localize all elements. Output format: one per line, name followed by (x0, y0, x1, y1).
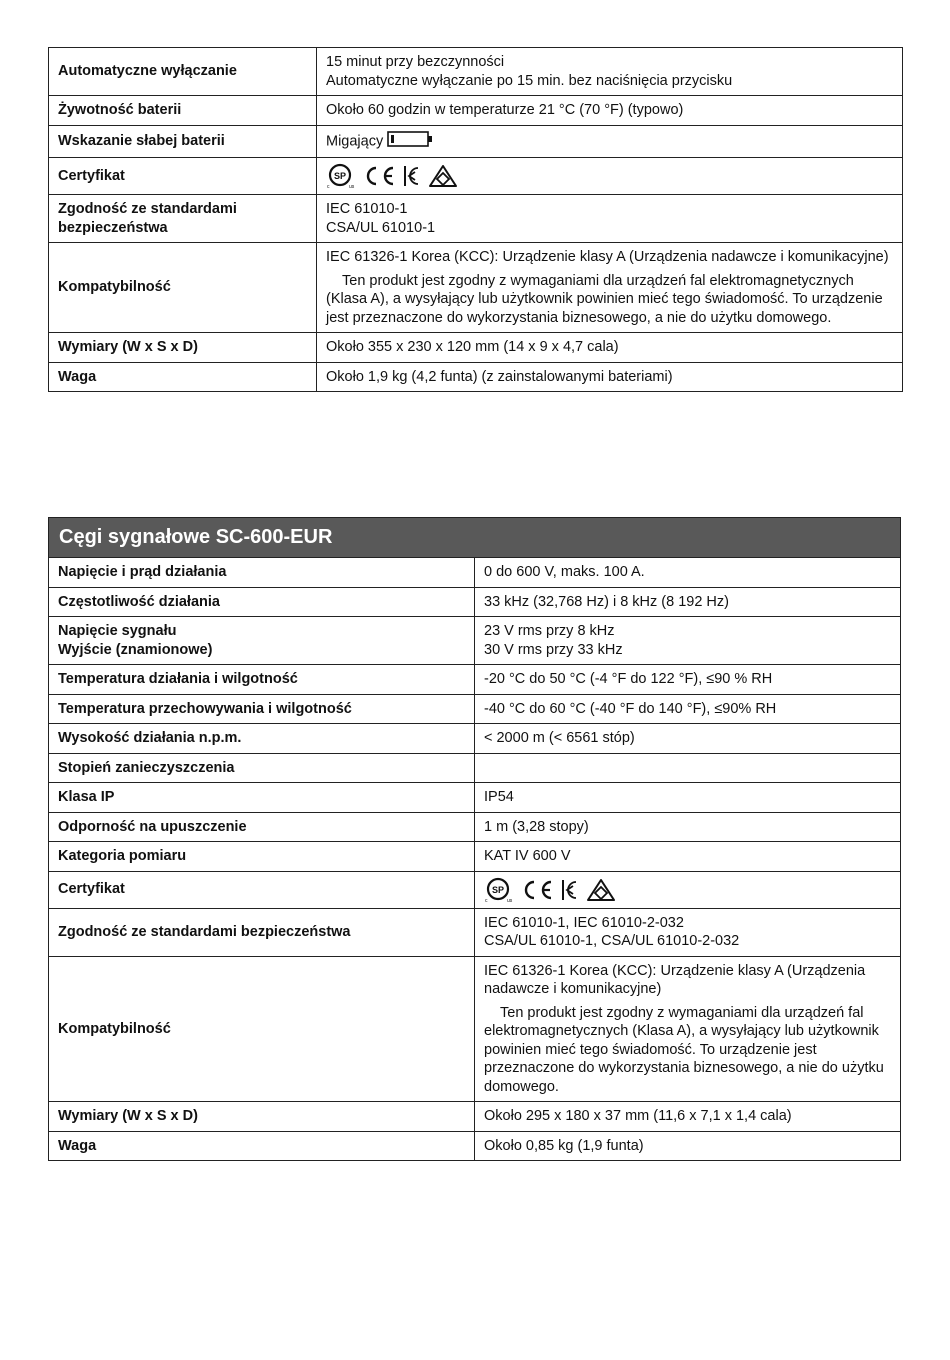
table-row (49, 871, 901, 908)
spec-value (317, 243, 903, 333)
table-row (49, 724, 901, 754)
kc-mark-icon (560, 878, 580, 902)
spec-value-line: IEC 61010-1, IEC 61010-2-032 (484, 914, 684, 931)
spec-label-text: Żywotność baterii (58, 102, 182, 118)
spec-value-line: -40 °C do 60 °C (-40 °F do 140 °F), ≤90% RH (484, 700, 777, 717)
spec-value (475, 956, 901, 1102)
table-row (49, 195, 903, 243)
spec-value (317, 362, 903, 392)
spec-value-line: CSA/UL 61010-1 (326, 219, 436, 236)
spec-value-line: Około 1,9 kg (4,2 funta) (z zainstalowanymi bateriami) (326, 368, 673, 385)
svg-text:SP: SP (491, 884, 505, 895)
spec-value-line: IEC 61326-1 Korea (KCC): Urządzenie klasy A (Urządzenia nadawcze i komunikacyjne) (484, 962, 866, 997)
spec-label (49, 48, 317, 96)
table-row (49, 956, 901, 1102)
spec-value (475, 812, 901, 842)
spec-label (49, 842, 475, 872)
low-battery-icon (387, 131, 433, 153)
spec-value-line: 33 kHz (32,768 Hz) i 8 kHz (8 192 Hz) (484, 593, 729, 610)
spec-value-line: -20 °C do 50 °C (-4 °F do 122 °F), ≤90 % RH (484, 671, 773, 687)
spec-label-text: Kompatybilność (58, 1020, 171, 1037)
spec-label-text: Wskazanie słabej baterii (58, 133, 225, 149)
spec-label-text: Klasa IP (58, 789, 115, 805)
spec-value (475, 753, 901, 783)
spec-label-text: Temperatura przechowywania i wilgotność (58, 700, 352, 717)
spec-value (317, 195, 903, 243)
table-row (49, 362, 903, 392)
spec-value-line (326, 131, 893, 153)
spec-label (49, 158, 317, 195)
svg-text:c: c (485, 897, 488, 903)
spec-label-text: Kategoria pomiaru (58, 848, 187, 864)
spec-value-line: 23 V rms przy 8 kHz (484, 623, 615, 639)
svg-text:SP: SP (333, 171, 347, 181)
table-header-row (49, 518, 901, 558)
spec-value (475, 617, 901, 665)
spec-label-text: Kompatybilność (58, 279, 171, 296)
rcm-mark-icon (428, 164, 458, 188)
spec-label (49, 753, 475, 783)
spec-label-text: Wymiary (W x S x D) (58, 1108, 198, 1124)
svg-text:us: us (507, 897, 513, 903)
spec-label (49, 125, 317, 158)
spec-label (49, 812, 475, 842)
spec-value (317, 333, 903, 363)
spec-label (49, 333, 317, 363)
table-row (49, 558, 901, 588)
spec-label-text: Automatyczne wyłączanie (58, 63, 237, 80)
spec-label (49, 362, 317, 392)
table-row (49, 812, 901, 842)
table-row (49, 842, 901, 872)
spec-value (475, 1102, 901, 1132)
spec-value-text: Migający (326, 133, 384, 150)
svg-text:us: us (349, 184, 355, 189)
spec-label (49, 665, 475, 695)
spec-label-text: Certyfikat (58, 881, 125, 898)
spec-value-line: 0 do 600 V, maks. 100 A. (484, 564, 645, 580)
spec-label (49, 956, 475, 1102)
spec-value-line: Około 355 x 230 x 120 mm (14 x 9 x 4,7 cala) (326, 339, 619, 355)
table-row (49, 694, 901, 724)
spec-label (49, 617, 475, 665)
spec-label-text: Zgodność ze standardami bezpieczeństwa (58, 923, 351, 940)
spec-value (317, 48, 903, 96)
compatibility-note: Ten produkt jest zgodny z wymaganiami dla urządzeń fal elektromagnetycznych (Klasa A), a wysyłający lub użytkownik powinien mieć tego świadomość. To urządzenie jest przeznaczone do wykorzystania biznesowego, a nie do użytku domowego. (326, 272, 883, 326)
spec-value-line: 15 minut przy bezczynności (326, 54, 505, 70)
certification-marks (326, 163, 458, 189)
spec-label-text: Częstotliwość działania (58, 593, 220, 610)
spec-label-text: Napięcie i prąd działania (58, 564, 227, 580)
spec-label-text: Wysokość działania n.p.m. (58, 730, 242, 746)
table-row (49, 908, 901, 956)
spec-label-text: Napięcie sygnału (58, 623, 177, 639)
table-row (49, 587, 901, 617)
spec-value-line: KAT IV 600 V (484, 848, 571, 864)
spec-label (49, 195, 317, 243)
spec-value (475, 1131, 901, 1161)
csa-us-mark-icon (484, 877, 514, 903)
specs-table-signal-clamp (48, 517, 901, 1161)
spec-label (49, 1131, 475, 1161)
spec-value (475, 724, 901, 754)
spec-value-line: Automatyczne wyłączanie po 15 min. bez naciśnięcia przycisku (326, 72, 733, 89)
spec-value-line: Około 295 x 180 x 37 mm (11,6 x 7,1 x 1,4 cala) (484, 1108, 792, 1124)
rcm-mark-icon (586, 878, 616, 902)
table-row (49, 158, 903, 195)
spec-value (475, 842, 901, 872)
spec-value-line: 1 m (3,28 stopy) (484, 818, 589, 835)
spec-value (475, 587, 901, 617)
spec-label (49, 908, 475, 956)
table-row (49, 783, 901, 813)
spec-label-text: Stopień zanieczyszczenia (58, 759, 235, 776)
spec-value-line: < 2000 m (< 6561 stóp) (484, 730, 635, 746)
svg-text:c: c (327, 184, 330, 189)
table-row (49, 96, 903, 126)
spec-label (49, 1102, 475, 1132)
spec-label (49, 243, 317, 333)
spec-value-line: Około 60 godzin w temperaturze 21 °C (70 °F) (typowo) (326, 102, 684, 118)
spec-label (49, 724, 475, 754)
table-row (49, 1102, 901, 1132)
spec-value-line: IEC 61010-1 (326, 201, 408, 217)
table-row (49, 753, 901, 783)
spec-label (49, 558, 475, 588)
spec-value-line: IP54 (484, 789, 514, 805)
spec-value (317, 96, 903, 126)
ce-mark-icon (362, 165, 396, 187)
spec-label-text: Waga (58, 1137, 97, 1154)
spec-value-line: CSA/UL 61010-1, CSA/UL 61010-2-032 (484, 933, 740, 949)
spec-label-text: Odporność na upuszczenie (58, 818, 247, 835)
table-row (49, 665, 901, 695)
spec-label-text: Wyjście (znamionowe) (58, 641, 213, 658)
ce-mark-icon (520, 879, 554, 901)
spec-label (49, 871, 475, 908)
spec-value-line: Około 0,85 kg (1,9 funta) (484, 1137, 644, 1154)
kc-mark-icon (402, 164, 422, 188)
spec-value-line: IEC 61326-1 Korea (KCC): Urządzenie klasy A (Urządzenia nadawcze i komunikacyjne) (326, 249, 889, 265)
spec-value (475, 665, 901, 695)
table-row (49, 48, 903, 96)
table-row (49, 125, 903, 158)
csa-us-mark-icon (326, 163, 356, 189)
certification-marks (484, 877, 616, 903)
spec-label (49, 694, 475, 724)
spec-value (475, 871, 901, 908)
spec-value (317, 125, 903, 158)
spec-label (49, 96, 317, 126)
spec-label-text: Wymiary (W x S x D) (58, 339, 198, 355)
table-row (49, 243, 903, 333)
spec-label (49, 783, 475, 813)
spec-label-text: Certyfikat (58, 167, 125, 184)
table-row (49, 1131, 901, 1161)
table-row (49, 333, 903, 363)
spec-label-text: Temperatura działania i wilgotność (58, 671, 298, 687)
spec-value (475, 783, 901, 813)
spec-label-text: Waga (58, 368, 97, 385)
spec-value (475, 908, 901, 956)
spec-value-line: 30 V rms przy 33 kHz (484, 641, 623, 658)
specs-table-device (48, 47, 903, 392)
compatibility-note: Ten produkt jest zgodny z wymaganiami dla urządzeń fal elektromagnetycznych (Klasa A), a wysyłający lub użytkownik powinien mieć tego świadomość. To urządzenie jest przeznaczone do wykorzystania biznesowego, a nie do użytku domowego. (484, 1004, 884, 1095)
spec-label-text: Zgodność ze standardami bezpieczeństwa (58, 201, 237, 236)
spec-value (317, 158, 903, 195)
table-row (49, 617, 901, 665)
spec-value (475, 694, 901, 724)
section-title: Cęgi sygnałowe SC-600-EUR (49, 518, 901, 558)
spec-label (49, 587, 475, 617)
spec-value (475, 558, 901, 588)
